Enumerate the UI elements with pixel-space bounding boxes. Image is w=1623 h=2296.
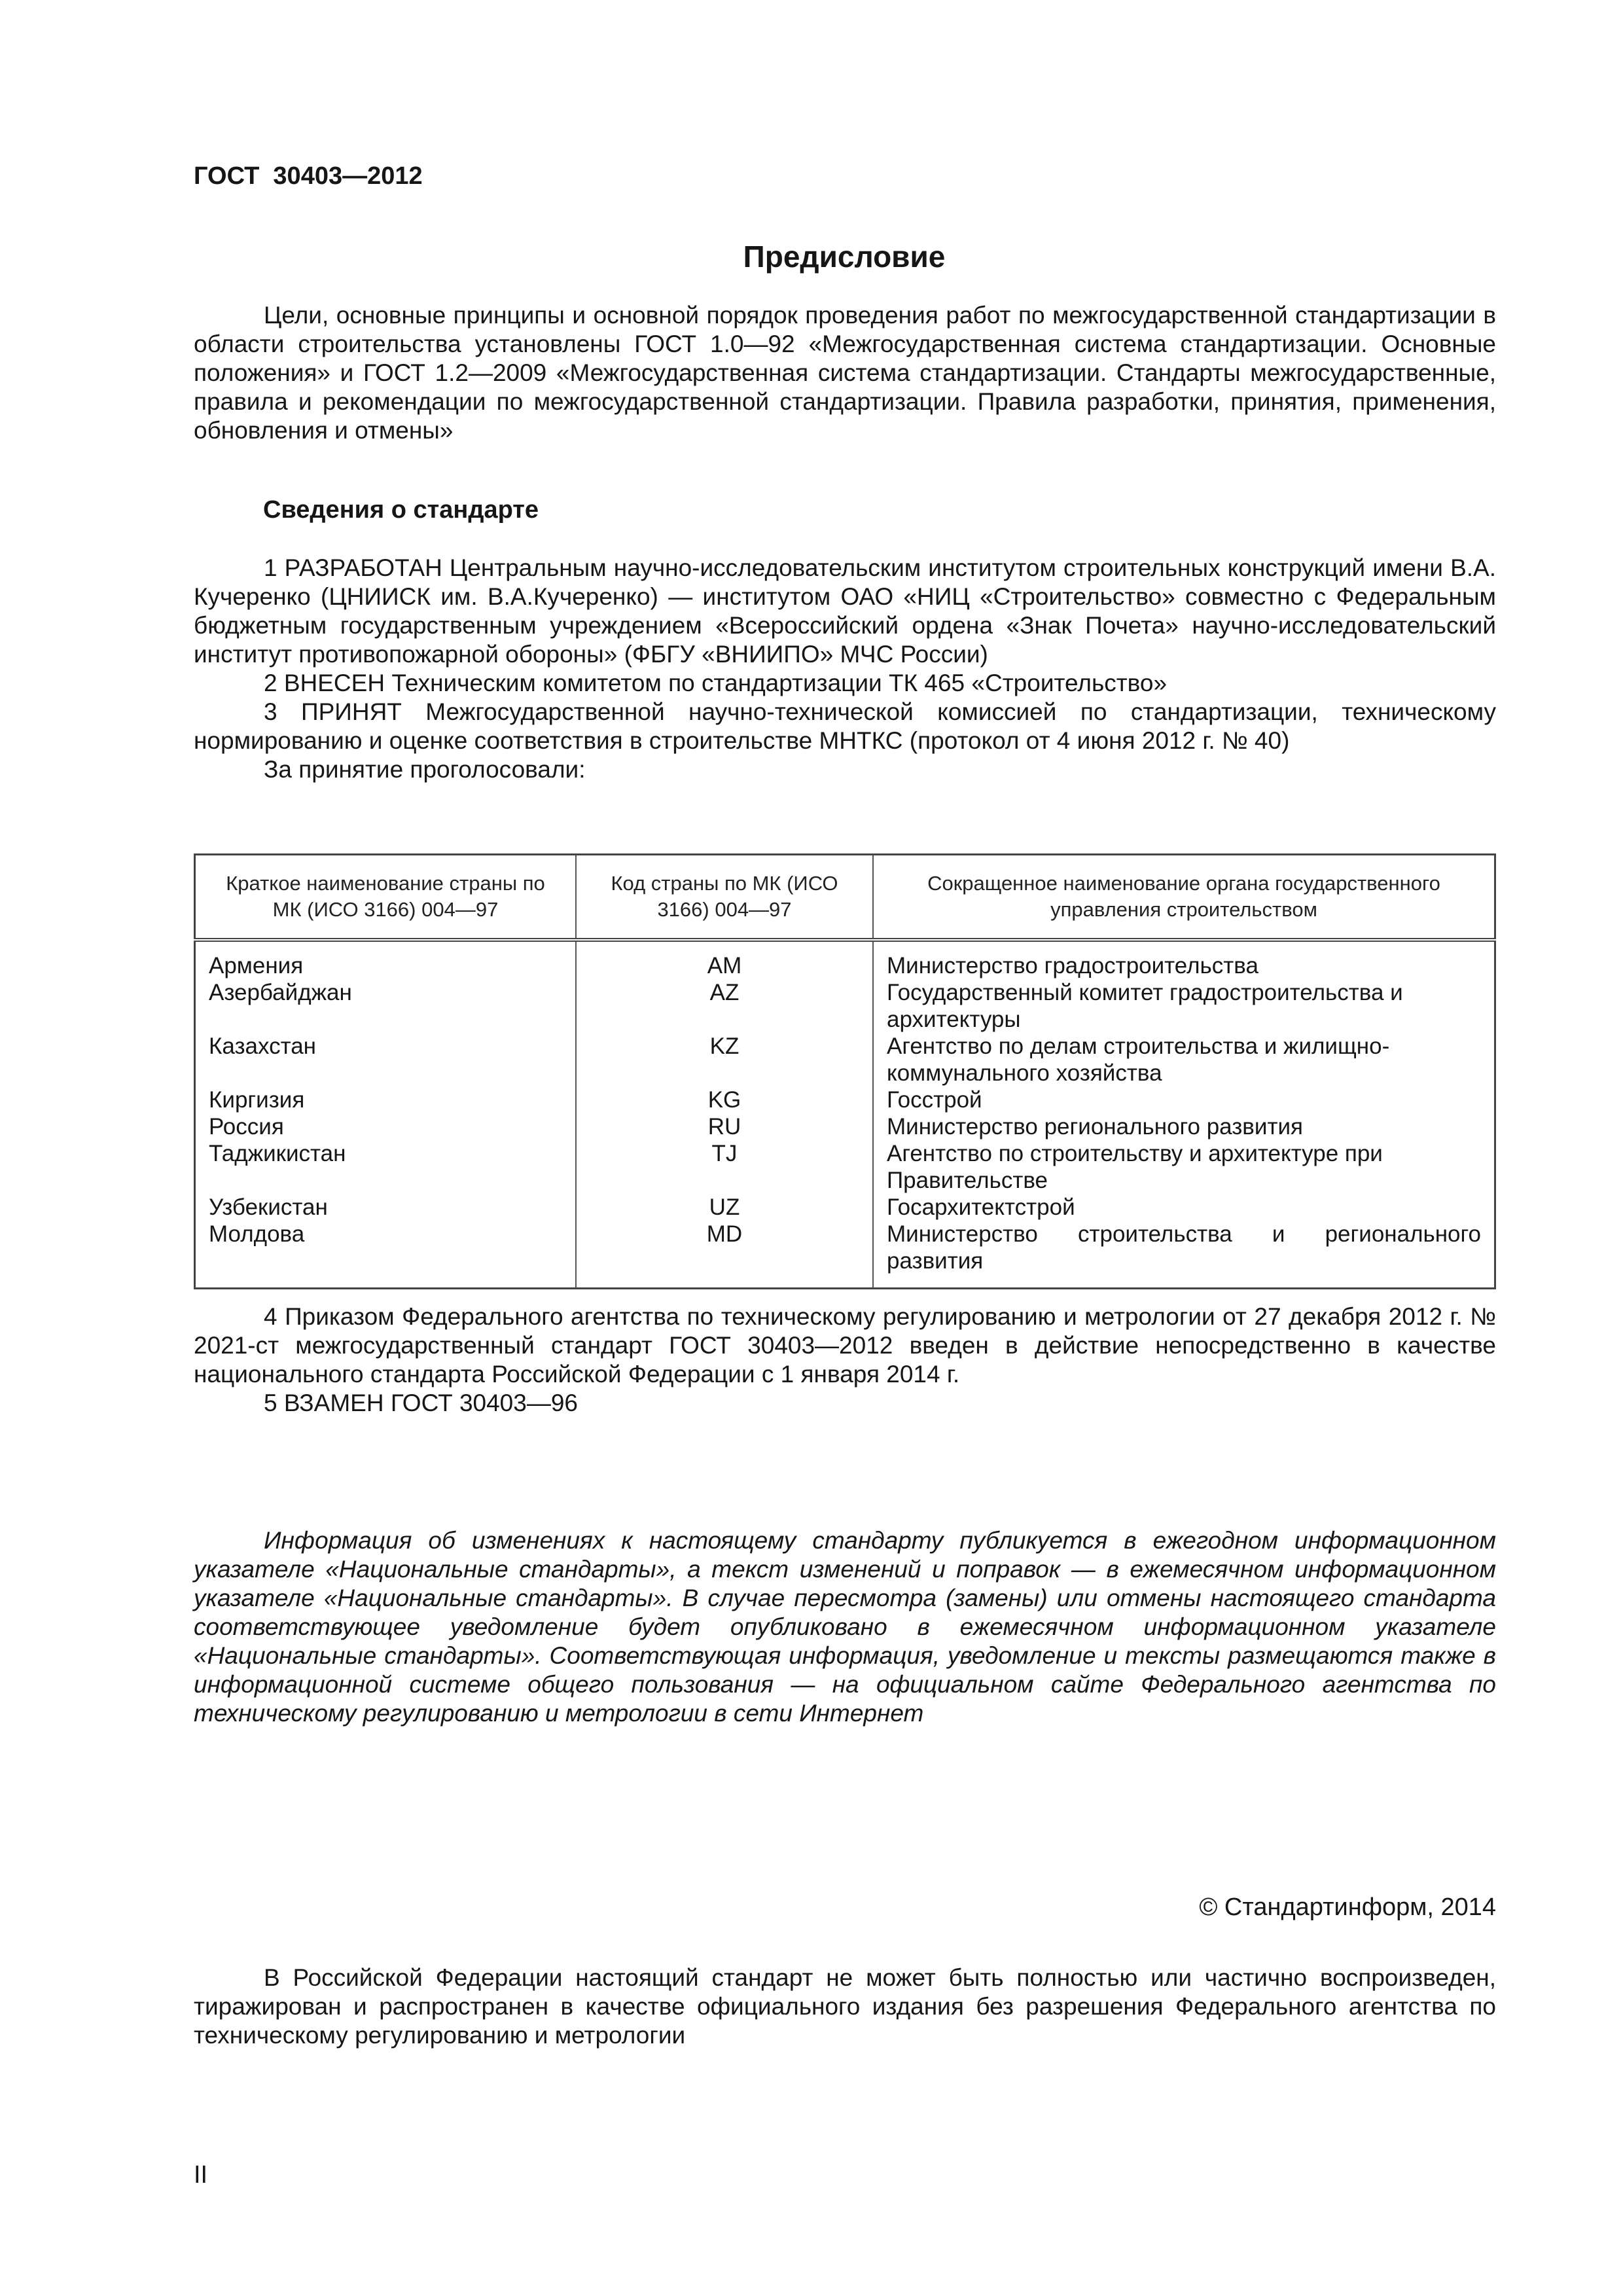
page-title: Предисловие	[743, 240, 946, 274]
item-voted: За принятие проголосовали:	[264, 756, 586, 783]
body-cell: Министерство градостроительства	[887, 953, 1258, 978]
rights-section	[194, 1964, 1496, 2050]
table-row	[195, 979, 1495, 1033]
intro-paragraph: Цели, основные принципы и основной порядок проведения работ по межгосударственной стандартизации в области строительства установлены ГОСТ 1.0—92 «Межгосударственная система стандартизации. Основные положения» и ГОСТ 1.2—2009 «Межгосударственная система стандартизации. Стандарты межгосударственные, правила и рекомендации по межгосударственной стандартизации. Правила разработки, принятия, применения, обновления и отмены»	[194, 302, 1496, 444]
table-row	[195, 1113, 1495, 1140]
item-order: 4 Приказом Федерального агентства по техническому регулированию и метрологии от 27 декабря 2012 г. № 2021-ст межгосударственный стандарт ГОСТ 30403—2012 введен в действие непосредственно в качестве национального стандарта Российской Федерации с 1 января 2014 г.	[194, 1303, 1496, 1388]
intro-section	[194, 301, 1496, 445]
body-cell: Государственный комитет градостроительства и архитектуры	[887, 980, 1403, 1032]
table-header-row	[195, 855, 1495, 941]
item-introduced: 2 ВНЕСЕН Техническим комитетом по стандартизации ТК 465 «Строительство»	[264, 670, 1168, 696]
item-replaces: 5 ВЗАМЕН ГОСТ 30403—96	[264, 1390, 578, 1416]
body-cell: Агентство по строительству и архитектуре при Правительстве	[887, 1141, 1383, 1193]
info-items	[194, 554, 1496, 784]
body-cell: Министерство строительства и регионального развития	[887, 1221, 1481, 1274]
countries-table	[194, 853, 1496, 1289]
changes-notice: Информация об изменениях к настоящему стандарту публикуется в ежегодном информационном указателе «Национальные стандарты», а текст изменений и поправок — в ежемесячном информационном указателе «Национальные стандарты». В случае пересмотра (замены) или отмены настоящего стандарта соответствующее уведомление будет опубликовано в ежемесячном информационном указателе «Национальные стандарты». Соответствующая информация, уведомление и тексты размещаются также в информационной системе общего пользования — на официальном сайте Федерального агентства по техническому регулированию и метрологии в сети Интернет	[194, 1527, 1496, 1727]
body-cell: Министерство регионального развития	[887, 1114, 1303, 1139]
order-items	[194, 1302, 1496, 1418]
code-cell: KZ	[576, 1033, 873, 1086]
country-cell: Казахстан	[195, 1033, 577, 1086]
table-row	[195, 1086, 1495, 1113]
body-cell: Агентство по делам строительства и жилищно-коммунального хозяйства	[887, 1033, 1390, 1086]
rights-paragraph: В Российской Федерации настоящий стандарт не может быть полностью или частично воспроизведен, тиражирован и распространен в качестве официального издания без разрешения Федерального агентства по техническому регулированию и метрологии	[194, 1964, 1496, 2049]
notice-section	[194, 1526, 1496, 1728]
body-cell: Госстрой	[887, 1087, 982, 1113]
code-cell: MD	[576, 1221, 873, 1289]
table-row	[195, 1140, 1495, 1194]
country-cell: Узбекистан	[195, 1194, 577, 1221]
code-cell: TJ	[576, 1140, 873, 1194]
header-body: Сокращенное наименование органа государственного управления строительством	[873, 855, 1495, 941]
header-country: Краткое наименование страны по МК (ИСО 3166) 004—97	[195, 855, 577, 941]
country-cell: Россия	[195, 1113, 577, 1140]
item-developed: 1 РАЗРАБОТАН Центральным научно-исследовательским институтом строительных конструкций имени В.А. Кучеренко (ЦНИИСК им. В.А.Кучеренко) — институтом ОАО «НИЦ «Строительство» совместно с Федеральным бюджетным государственным учреждением «Всероссийский ордена «Знак Почета» научно-исследовательский институт противопожарной обороны» (ФБГУ «ВНИИПО» МЧС России)	[194, 554, 1496, 668]
code-cell: RU	[576, 1113, 873, 1140]
country-cell: Таджикистан	[195, 1140, 577, 1194]
code-cell: KG	[576, 1086, 873, 1113]
page-number: II	[194, 2161, 208, 2189]
table-row	[195, 940, 1495, 979]
country-cell: Азербайджан	[195, 979, 577, 1033]
info-heading: Сведения о стандарте	[263, 496, 539, 524]
table-row	[195, 1194, 1495, 1221]
code-cell: UZ	[576, 1194, 873, 1221]
document-code: ГОСТ 30403—2012	[194, 162, 423, 190]
item-adopted: 3 ПРИНЯТ Межгосударственной научно-технической комиссией по стандартизации, техническому нормированию и оценке соответствия в строительстве МНТКС (протокол от 4 июня 2012 г. № 40)	[194, 698, 1496, 754]
country-cell: Киргизия	[195, 1086, 577, 1113]
table-row	[195, 1033, 1495, 1086]
country-cell: Молдова	[195, 1221, 577, 1289]
copyright-line: © Стандартинформ, 2014	[1199, 1893, 1496, 1921]
code-cell: AM	[576, 940, 873, 979]
table-row	[195, 1221, 1495, 1289]
code-cell: AZ	[576, 979, 873, 1033]
header-code: Код страны по МК (ИСО 3166) 004—97	[576, 855, 873, 941]
body-cell: Госархитектстрой	[887, 1194, 1075, 1220]
country-cell: Армения	[195, 940, 577, 979]
